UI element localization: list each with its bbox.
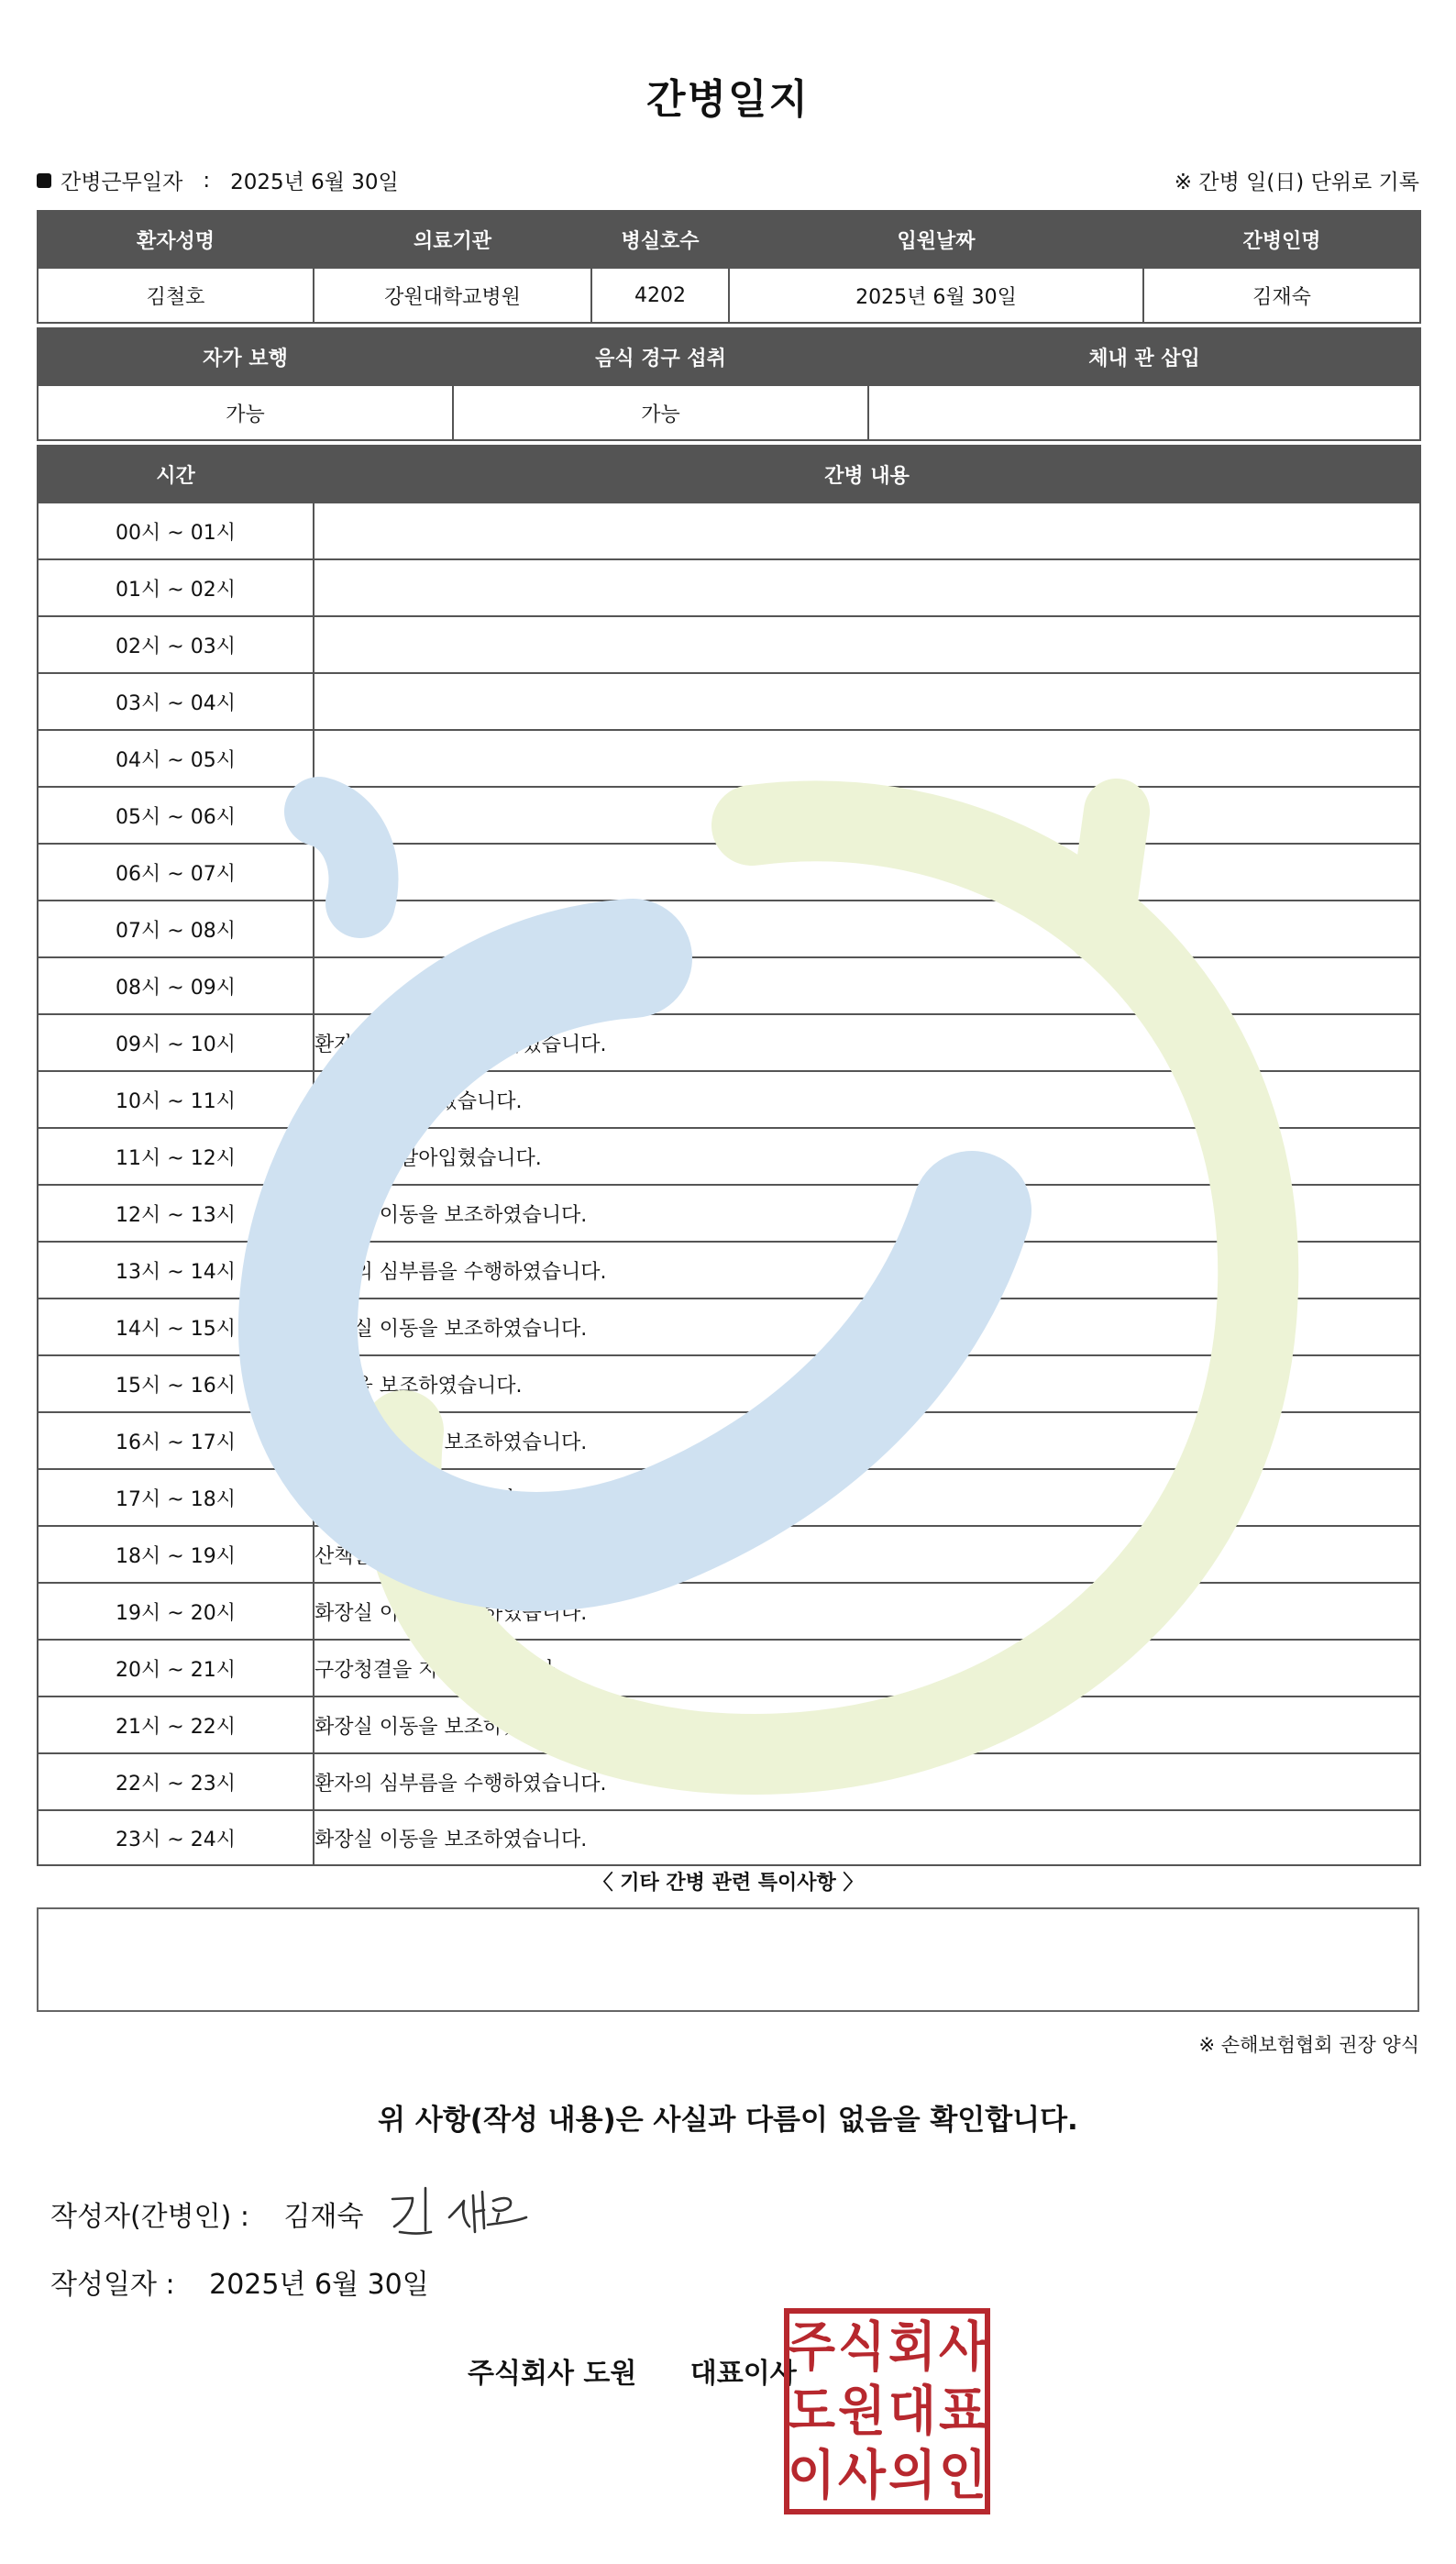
care-content <box>314 844 1420 901</box>
header-time: 시간 <box>38 446 314 503</box>
care-content: 환자의 심부름을 수행하였습니다. <box>314 1242 1420 1299</box>
written-date-label: 작성일자 : <box>50 2269 175 2301</box>
time-slot: 22시 ~ 23시 <box>38 1753 314 1810</box>
written-date-line <box>50 2261 429 2302</box>
table-row <box>38 1753 1420 1810</box>
time-slot: 11시 ~ 12시 <box>38 1128 314 1185</box>
table-row <box>38 1412 1420 1469</box>
record-unit-note: ※ 간병 일(日) 단위로 기록 <box>1174 171 1419 194</box>
care-content <box>314 673 1420 730</box>
table-row <box>38 616 1420 673</box>
care-content: 화장실 이동을 보조하였습니다. <box>314 1185 1420 1242</box>
written-date-value: 2025년 6월 30일 <box>209 2269 429 2301</box>
work-date-value: 2025년 6월 30일 <box>230 171 399 194</box>
care-content: 환자의 심부름을 수행하였습니다. <box>314 1014 1420 1071</box>
time-slot: 13시 ~ 14시 <box>38 1242 314 1299</box>
care-content: 산책을 보조하였습니다. <box>314 1355 1420 1412</box>
table-row <box>38 901 1420 957</box>
care-content: 화장실 이동을 보조하였습니다. <box>314 1583 1420 1640</box>
table-row <box>38 1185 1420 1242</box>
time-slot: 23시 ~ 24시 <box>38 1810 314 1865</box>
time-slot: 05시 ~ 06시 <box>38 787 314 844</box>
tube-insertion-value <box>868 385 1420 440</box>
care-content: 세면을 보조하였습니다. <box>314 1469 1420 1526</box>
table-row <box>38 1242 1420 1299</box>
company-seal <box>784 2308 990 2514</box>
time-slot: 08시 ~ 09시 <box>38 957 314 1014</box>
header-tube-insertion: 체내 관 삽입 <box>868 328 1420 385</box>
company-line <box>468 2350 797 2391</box>
seal-character: 표 <box>939 2380 987 2442</box>
seal-character: 원 <box>838 2380 886 2442</box>
time-slot: 06시 ~ 07시 <box>38 844 314 901</box>
writer-line <box>50 2194 363 2234</box>
time-slot: 21시 ~ 22시 <box>38 1696 314 1753</box>
time-slot: 00시 ~ 01시 <box>38 503 314 559</box>
work-date-separator: : <box>203 168 211 193</box>
seal-character: 회 <box>888 2315 936 2378</box>
caregiver-name: 김재숙 <box>1143 268 1420 323</box>
bullet-square-icon <box>37 173 51 188</box>
table-row <box>38 1696 1420 1753</box>
seal-character: 도 <box>788 2380 835 2442</box>
header-care-content: 간병 내용 <box>314 446 1420 503</box>
time-slot: 12시 ~ 13시 <box>38 1185 314 1242</box>
header-patient-name: 환자성명 <box>38 211 314 268</box>
seal-character: 의 <box>888 2444 936 2506</box>
care-content <box>314 559 1420 616</box>
hospital-name: 강원대학교병원 <box>314 268 591 323</box>
patient-info-table <box>37 210 1421 324</box>
table-row <box>38 1128 1420 1185</box>
care-content: 구강청결을 지원하였습니다. <box>314 1640 1420 1696</box>
care-log-table <box>37 445 1421 1866</box>
care-content <box>314 616 1420 673</box>
care-content <box>314 957 1420 1014</box>
care-content <box>314 901 1420 957</box>
company-name: 주식회사 도원 <box>468 2358 637 2390</box>
room-number: 4202 <box>591 268 729 323</box>
time-slot: 07시 ~ 08시 <box>38 901 314 957</box>
handwritten-signature <box>385 2181 541 2245</box>
oral-intake-value: 가능 <box>453 385 868 440</box>
time-slot: 17시 ~ 18시 <box>38 1469 314 1526</box>
confirmation-statement: 위 사항(작성 내용)은 사실과 다름이 없음을 확인합니다. <box>378 2104 1078 2137</box>
table-row <box>38 1355 1420 1412</box>
company-role: 대표이사 <box>689 2358 797 2390</box>
table-row <box>38 1526 1420 1583</box>
table-row <box>38 730 1420 787</box>
time-slot: 20시 ~ 21시 <box>38 1640 314 1696</box>
header-oral-intake: 음식 경구 섭취 <box>453 328 868 385</box>
care-content <box>314 730 1420 787</box>
work-date-label: 간병근무일자 <box>61 171 183 194</box>
seal-character: 식 <box>838 2315 886 2378</box>
care-content: 화장실 이동을 보조하였습니다. <box>314 1412 1420 1469</box>
table-row <box>38 673 1420 730</box>
writer-name: 김재숙 <box>283 2201 364 2233</box>
care-content <box>314 503 1420 559</box>
time-slot: 15시 ~ 16시 <box>38 1355 314 1412</box>
table-row <box>38 1071 1420 1128</box>
care-content <box>314 787 1420 844</box>
care-content: 산책을 보조하였습니다. <box>314 1526 1420 1583</box>
table-row <box>38 957 1420 1014</box>
seal-character: 인 <box>939 2444 987 2506</box>
care-content: 화장실 이동을 보조하였습니다. <box>314 1810 1420 1865</box>
time-slot: 04시 ~ 05시 <box>38 730 314 787</box>
writer-label: 작성자(간병인) : <box>50 2201 249 2233</box>
header-admission-date: 입원날짜 <box>729 211 1143 268</box>
work-date <box>37 165 399 195</box>
seal-character: 이 <box>788 2444 835 2506</box>
table-row <box>38 844 1420 901</box>
patient-name: 김철호 <box>38 268 314 323</box>
seal-character: 사 <box>939 2315 987 2378</box>
time-slot: 01시 ~ 02시 <box>38 559 314 616</box>
header-hospital: 의료기관 <box>314 211 591 268</box>
document-title: 간병일지 <box>645 76 810 123</box>
table-row <box>38 1640 1420 1696</box>
extra-notes-title: 〈 기타 간병 관련 특이사항 〉 <box>592 1872 864 1895</box>
care-status-table <box>37 327 1421 441</box>
table-row <box>38 1014 1420 1071</box>
header-caregiver-name: 간병인명 <box>1143 211 1420 268</box>
table-row <box>38 1299 1420 1355</box>
time-slot: 02시 ~ 03시 <box>38 616 314 673</box>
care-content: 산책을 보조하였습니다. <box>314 1071 1420 1128</box>
care-content: 화장실 이동을 보조하였습니다. <box>314 1299 1420 1355</box>
time-slot: 09시 ~ 10시 <box>38 1014 314 1071</box>
admission-date: 2025년 6월 30일 <box>729 268 1143 323</box>
care-content: 환자복을 갈아입혔습니다. <box>314 1128 1420 1185</box>
seal-character: 사 <box>838 2444 887 2506</box>
time-slot: 16시 ~ 17시 <box>38 1412 314 1469</box>
time-slot: 10시 ~ 11시 <box>38 1071 314 1128</box>
time-slot: 03시 ~ 04시 <box>38 673 314 730</box>
table-row <box>38 787 1420 844</box>
time-slot: 14시 ~ 15시 <box>38 1299 314 1355</box>
table-row <box>38 1583 1420 1640</box>
table-row <box>38 1810 1420 1865</box>
time-slot: 19시 ~ 20시 <box>38 1583 314 1640</box>
header-room-number: 병실호수 <box>591 211 729 268</box>
association-note: ※ 손해보험협회 권장 양식 <box>1198 2034 1419 2056</box>
table-row <box>38 1469 1420 1526</box>
table-row <box>38 503 1420 559</box>
seal-character: 대 <box>888 2380 936 2442</box>
self-walking-value: 가능 <box>38 385 453 440</box>
extra-notes-box <box>37 1907 1419 2012</box>
care-content: 환자의 심부름을 수행하였습니다. <box>314 1753 1420 1810</box>
table-row <box>38 559 1420 616</box>
seal-character: 주 <box>788 2315 835 2378</box>
time-slot: 18시 ~ 19시 <box>38 1526 314 1583</box>
care-log-body <box>38 503 1420 1865</box>
care-content: 화장실 이동을 보조하였습니다. <box>314 1696 1420 1753</box>
header-self-walking: 자가 보행 <box>38 328 453 385</box>
